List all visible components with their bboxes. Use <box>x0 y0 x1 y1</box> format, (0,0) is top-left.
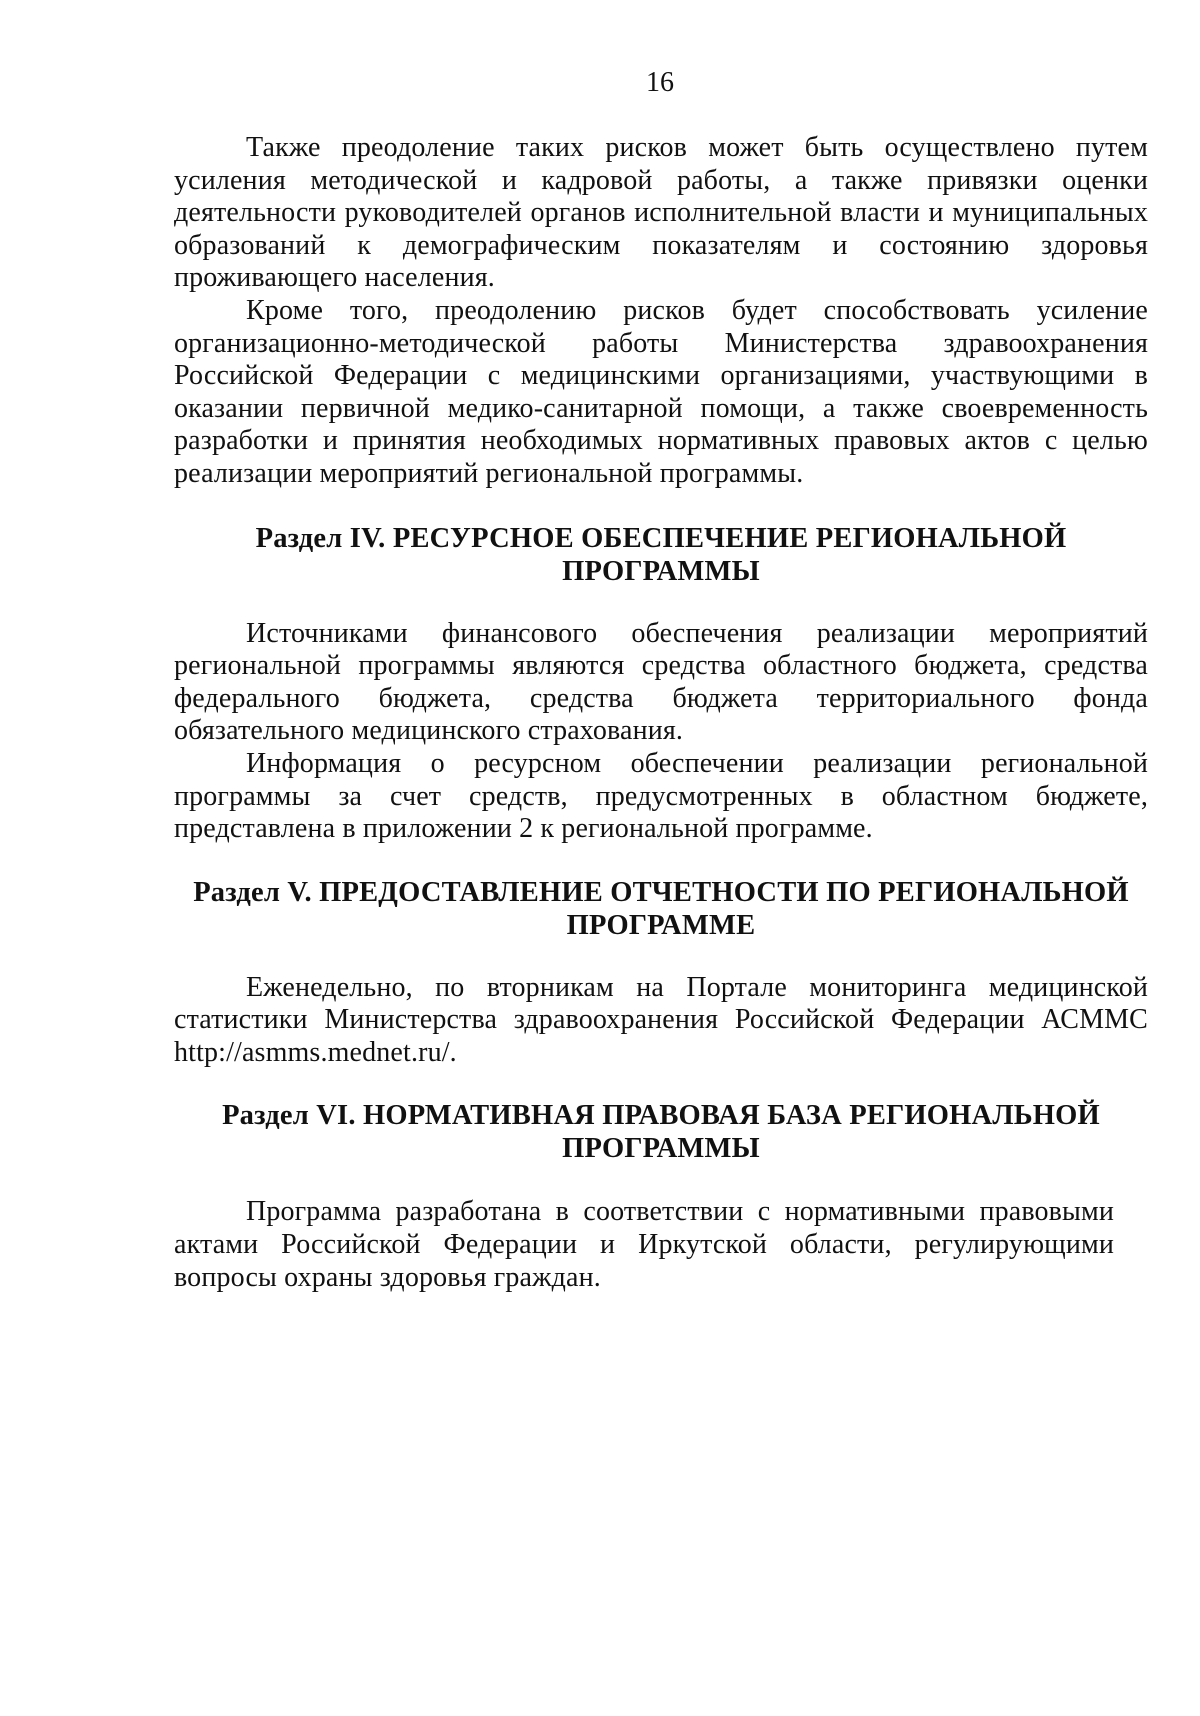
section-4-paragraph-2: Информация о ресурсном обеспечении реализации региональной программы за счет средств, предусмотренных в областном бюджете, представлена в приложении 2 к региональной программе. <box>174 747 1148 845</box>
section-5-heading-line-2: ПРОГРАММЕ <box>566 909 756 941</box>
section-4-heading <box>174 522 1148 588</box>
document-body <box>174 132 1148 1294</box>
page-number: 16 <box>646 67 674 98</box>
section-4-heading-line-1: Раздел IV. РЕСУРСНОЕ ОБЕСПЕЧЕНИЕ РЕГИОНАЛЬНОЙ <box>255 522 1067 554</box>
intro-paragraph-1: Также преодоление таких рисков может быть осуществлено путем усиления методической и кадровой работы, а также привязки оценки деятельности руководителей органов исполнительной власти и муниципальных образований к демографическим показателям и состоянию здоровья проживающего населения. <box>174 132 1148 294</box>
section-5-heading-line-1: Раздел V. ПРЕДОСТАВЛЕНИЕ ОТЧЕТНОСТИ ПО РЕГИОНАЛЬНОЙ <box>193 876 1129 908</box>
intro-paragraph-2: Кроме того, преодолению рисков будет способствовать усиление организационно-методической работы Министерства здравоохранения Российской Федерации с медицинскими организациями, участвующими в оказании первичной медико-санитарной помощи, а также своевременность разработки и принятия необходимых нормативных правовых актов с целью реализации мероприятий региональной программы. <box>174 294 1148 489</box>
section-5-paragraph-1: Еженедельно, по вторникам на Портале мониторинга медицинской статистики Министерства здравоохранения Российской Федерации АСММС http://asmms.mednet.ru/. <box>174 971 1148 1068</box>
section-4-heading-line-2: ПРОГРАММЫ <box>562 555 760 587</box>
section-6-paragraph-1: Программа разработана в соответствии с нормативными правовыми актами Российской Федерации и Иркутской области, регулирующими вопросы охраны здоровья граждан. <box>174 1196 1114 1293</box>
section-6-heading <box>174 1099 1148 1165</box>
section-6-heading-line-2: ПРОГРАММЫ <box>562 1133 760 1165</box>
section-5-heading <box>174 876 1148 942</box>
section-4-paragraph-1: Источниками финансового обеспечения реализации мероприятий региональной программы являются средства областного бюджета, средства федерального бюджета, средства бюджета территориального фонда обязательного медицинского страхования. <box>174 617 1148 747</box>
section-6-heading-line-1: Раздел VI. НОРМАТИВНАЯ ПРАВОВАЯ БАЗА РЕГИОНАЛЬНОЙ <box>222 1100 1100 1132</box>
